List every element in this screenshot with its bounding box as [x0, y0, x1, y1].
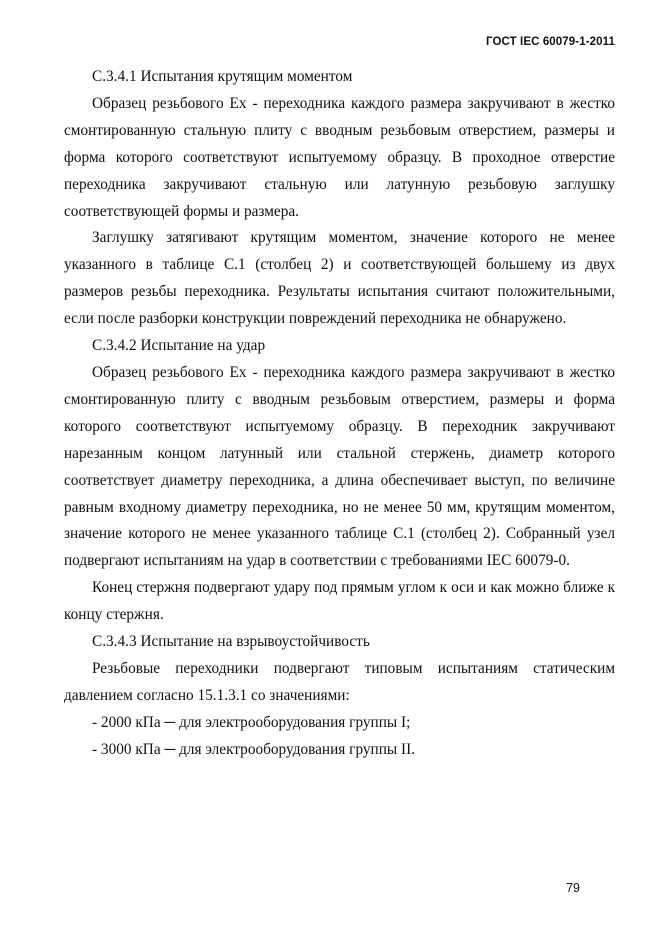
paragraph: Резьбовые переходники подвергают типовым испытаниям статическим давлением согласно 15.1.3.1 со значениями:	[64, 659, 615, 704]
page-number: 79	[566, 881, 580, 895]
paragraph: Образец резьбового Ех - переходника каждого размера закручивают в жестко смонтированную стальную плиту с вводным резьбовым отверстием, размеры и форма которого соответствуют испытуемому образцу. В проходное отверстие переходника закручивают стальную или латунную резьбовую заглушку соответствующей формы и размера.	[64, 94, 615, 220]
paragraph: Заглушку затягивают крутящим моментом, значение которого не менее указанного в таблице С.1 (столбец 2) и соответствующей большему из двух размеров резьбы переходника. Результаты испытания считают положительными, если после разборки конструкции повреждений переходника не обнаружено.	[64, 229, 615, 328]
section-heading: С.3.4.3 Испытание на взрывоустойчивость	[92, 633, 370, 651]
paragraph: Конец стержня подвергают удару под прямым углом к оси и как можно ближе к концу стержня.	[64, 579, 615, 624]
standard-header: ГОСТ IEC 60079-1-2011	[486, 36, 615, 48]
section-heading: С.3.4.1 Испытания крутящим моментом	[92, 68, 353, 85]
paragraph: Образец резьбового Ех - переходника каждого размера закручивают в жестко смонтированную плиту с вводным резьбовым отверстием, размеры и форма которого соответствуют испытуемому образцу. В переходник закручивают нарезанным концом латунный или стальной стержень, диаметр которого соответствует диаметру переходника, а длина обеспечивает выступ, по величине равным входному диаметру переходника, но не менее 50 мм, крутящим моментом, значение которого не менее указанного таблице С.1 (столбец 2). Собранный узел подвергают испытаниям на удар в соответствии с требованиями IEC 60079-0.	[64, 363, 615, 570]
document-body	[64, 64, 615, 764]
list-item: - 2000 кПа ─ для электрооборудования группы I;	[92, 713, 411, 731]
list-item: - 3000 кПа ─ для электрооборудования группы II.	[92, 740, 416, 758]
section-heading: С.3.4.2 Испытание на удар	[92, 337, 266, 355]
